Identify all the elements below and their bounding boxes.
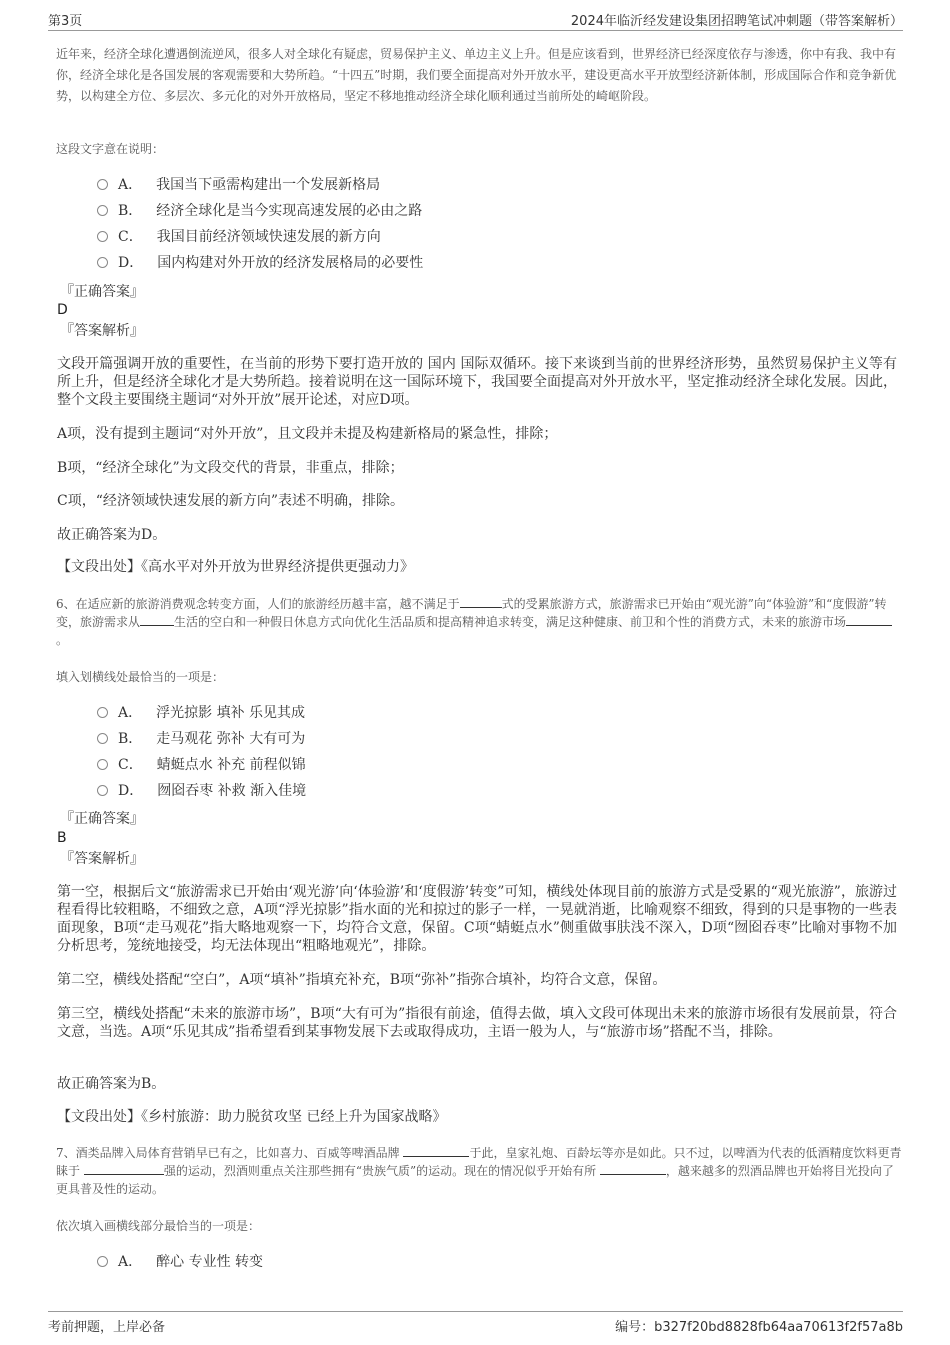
correct-answer-label: 『正确答案』 bbox=[60, 811, 144, 827]
document-title: 2024年临沂经发建设集团招聘笔试冲刺题（带答案解析） bbox=[570, 14, 903, 29]
analysis-label: 『答案解析』 bbox=[60, 323, 144, 339]
question-6-prompt: 填入划横线处最恰当的一项是： bbox=[56, 670, 225, 684]
question-5-option-a[interactable]: A． 我国当下亟需构建出一个发展新格局 bbox=[97, 175, 380, 195]
page-number: 第3页 bbox=[48, 14, 83, 29]
question-7-passage: 7、酒类品牌入局体育营销早已有之，比如喜力、百威等啤酒品牌 于此，皇家礼炮、百龄坛等亦是如此。只不过，以啤酒为代表的低酒精度饮料更青睐于 强的运动，烈酒则重点关注那些拥有“贵族气质”的运动。现在的情况似乎开始有所 ，越来越多的烈酒品牌也开始将目光投向了更具普及性的运动。 bbox=[56, 1146, 902, 1196]
question-5-analysis-2: A项，没有提到主题词“对外开放”，且文段并未提及构建新格局的紧急性，排除； bbox=[57, 426, 558, 442]
radio-icon[interactable] bbox=[97, 257, 108, 268]
question-5-prompt: 这段文字意在说明： bbox=[56, 142, 165, 156]
document-id: 编号：b327f20bd8828fb64aa70613f2f57a8b bbox=[615, 1320, 903, 1335]
radio-icon[interactable] bbox=[97, 707, 108, 718]
question-6-option-b[interactable]: B． 走马观花 弥补 大有可为 bbox=[97, 729, 305, 749]
blank-2 bbox=[84, 1174, 164, 1175]
question-5-option-d[interactable]: D． 国内构建对外开放的经济发展格局的必要性 bbox=[97, 253, 423, 273]
question-6-analysis-1: 第一空，根据后文“旅游需求已开始由‘观光游’向‘体验游’和‘度假游’转变”可知，横线处体现目前的旅游方式是受累的“观光旅游”，旅游过程看得比较粗略，不细致之意，A项“浮光掠影”指水面的光和掠过的影子一样，一晃就消逝，比喻观察不细致，得到的只是事物的一些表面现象，B项“走马观花”指大略地观察一下，均符合文意，保留。C项“蜻蜓点水”侧重做事肤浅不深入，D项“囫囵吞枣”比喻对事物不加分析思考，笼统地接受，均无法体现出“粗略地观光”，排除。 bbox=[57, 884, 897, 954]
question-6-source: 【文段出处】《乡村旅游：助力脱贫攻坚 已经上升为国家战略》 bbox=[57, 1109, 447, 1125]
blank-3 bbox=[600, 1174, 666, 1175]
question-5-source: 【文段出处】《高水平对外开放为世界经济提供更强动力》 bbox=[57, 559, 414, 575]
question-6-option-d[interactable]: D． 囫囵吞枣 补救 渐入佳境 bbox=[97, 781, 306, 801]
question-6-analysis-3: 第三空，横线处搭配“未来的旅游市场”，B项“大有可为”指很有前途，值得去做，填入文段可体现出未来的旅游市场很有发展前景，符合文意，当选。A项“乐见其成”指希望看到某事物发展下去或取得成功，主语一般为人，与“旅游市场”搭配不当，排除。 bbox=[57, 1006, 897, 1040]
question-5-analysis-3: B项，“经济全球化”为文段交代的背景，非重点，排除； bbox=[57, 460, 404, 476]
radio-icon[interactable] bbox=[97, 733, 108, 744]
question-5-option-b[interactable]: B． 经济全球化是当今实现高速发展的必由之路 bbox=[97, 201, 422, 221]
blank-3 bbox=[846, 625, 892, 626]
blank-1 bbox=[460, 607, 502, 608]
question-5-passage: 近年来，经济全球化遭遇倒流逆风，很多人对全球化有疑虑，贸易保护主义、单边主义上升。但是应该看到，世界经济已经深度依存与渗透，你中有我、我中有你，经济全球化是各国发展的客观需要和大势所趋。“十四五”时期，我们要全面提高对外开放水平，建设更高水平开放型经济新体制，形成国际合作和竞争新优势，以构建全方位、多层次、多元化的对外开放格局，坚定不移地推动经济全球化顺利通过当前所处的崎岖阶段。 bbox=[56, 47, 897, 103]
blank-2 bbox=[140, 625, 174, 626]
radio-icon[interactable] bbox=[97, 1256, 108, 1267]
question-7-prompt: 依次填入画横线部分最恰当的一项是： bbox=[56, 1219, 261, 1233]
question-6-analysis-2: 第二空，横线处搭配“空白”，A项“填补”指填充补充，B项“弥补”指弥合填补，均符合文意，保留。 bbox=[57, 972, 667, 988]
correct-answer-label: 『正确答案』 bbox=[60, 284, 144, 300]
radio-icon[interactable] bbox=[97, 759, 108, 770]
question-5-analysis-4: C项，“经济领域快速发展的新方向”表述不明确，排除。 bbox=[57, 493, 405, 509]
question-6-option-a[interactable]: A． 浮光掠影 填补 乐见其成 bbox=[97, 703, 305, 723]
footer-slogan: 考前押题，上岸必备 bbox=[48, 1320, 166, 1335]
question-6-analysis-4: 故正确答案为B。 bbox=[57, 1076, 166, 1092]
question-5-analysis-1: 文段开篇强调开放的重要性，在当前的形势下要打造开放的 国内 国际双循环。接下来谈到当前的世界经济形势，虽然贸易保护主义等有所上升，但是经济全球化才是大势所趋。接着说明在这一国际环境下，我国要全面提高对外开放水平，坚定推动经济全球化发展。因此，整个文段主要围绕主题词“对外开放”展开论述，对应D项。 bbox=[57, 356, 897, 408]
radio-icon[interactable] bbox=[97, 231, 108, 242]
question-6-option-c[interactable]: C． 蜻蜓点水 补充 前程似锦 bbox=[97, 755, 306, 775]
question-6-answer: B bbox=[57, 830, 67, 846]
radio-icon[interactable] bbox=[97, 785, 108, 796]
page-header bbox=[48, 0, 903, 31]
question-7-option-a[interactable]: A． 醉心 专业性 转变 bbox=[97, 1252, 263, 1272]
radio-icon[interactable] bbox=[97, 179, 108, 190]
analysis-label: 『答案解析』 bbox=[60, 851, 144, 867]
blank-1 bbox=[403, 1156, 469, 1157]
question-5-answer: D bbox=[57, 302, 68, 318]
question-6-passage: 6、在适应新的旅游消费观念转变方面，人们的旅游经历越丰富，越不满足于 式的受累旅游方式，旅游需求已开始由“观光游”向“体验游”和“度假游”转变，旅游需求从 生活的空白和一种假日休息方式向优化生活品质和提高精神追求转变，满足这种健康、前卫和个性的消费方式，未来的旅游市场。 bbox=[56, 595, 902, 649]
radio-icon[interactable] bbox=[97, 205, 108, 216]
question-5-option-c[interactable]: C． 我国目前经济领域快速发展的新方向 bbox=[97, 227, 381, 247]
question-5-analysis-5: 故正确答案为D。 bbox=[57, 527, 167, 543]
page-footer bbox=[48, 1311, 903, 1336]
